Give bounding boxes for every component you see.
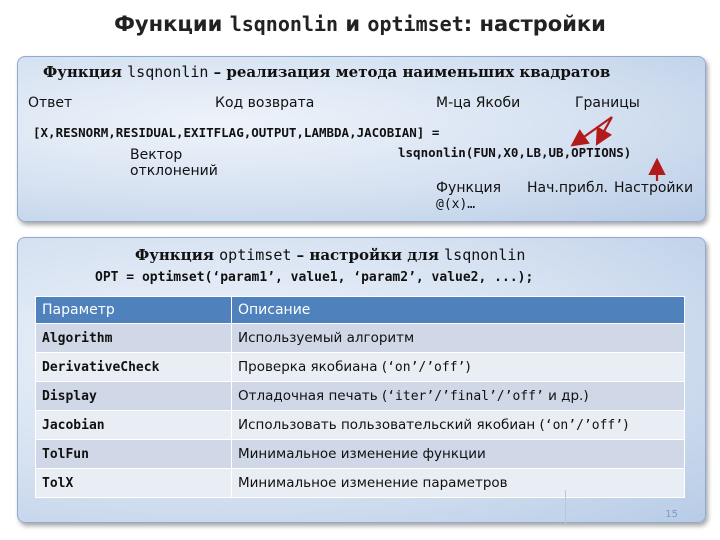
label-residual-vector: Вектор отклонений — [130, 147, 218, 179]
param-description: Используемый алгоритм — [232, 324, 685, 353]
arrow-bounds-lb — [574, 117, 612, 144]
label-settings: Настройки — [614, 180, 694, 196]
param-name: DerivativeCheck — [36, 353, 232, 382]
lsqnonlin-call-line1: [X,RESNORM,RESIDUAL,EXITFLAG,OUTPUT,LAMBDA,JACOBIAN] = — [33, 125, 440, 140]
label-jacobian-matrix: М-ца Якоби — [436, 95, 521, 111]
slide-title: Функции lsqnonlin и optimset: настройки — [114, 12, 606, 36]
header-description: Описание — [232, 297, 685, 324]
table-header-row — [36, 297, 685, 324]
slide-number: 15 — [665, 509, 678, 520]
label-bounds: Границы — [575, 95, 640, 111]
lsqnonlin-heading: Функция lsqnonlin – реализация метода наименьших квадратов — [43, 63, 611, 81]
table-row — [36, 353, 685, 382]
label-function: Функция @(x)… — [436, 180, 501, 212]
label-return-code: Код возврата — [215, 95, 315, 111]
footer-divider — [565, 490, 566, 524]
param-name: Display — [36, 382, 232, 411]
param-description: Минимальное изменение параметров — [232, 469, 685, 498]
table-row — [36, 469, 685, 498]
param-description: Использовать пользовательский якобиан (‘on’/’off’) — [232, 411, 685, 440]
label-initial-guess: Нач.прибл. — [527, 180, 608, 196]
table-row — [36, 382, 685, 411]
param-name: TolX — [36, 469, 232, 498]
parameters-table — [35, 296, 685, 498]
label-answer: Ответ — [28, 95, 73, 111]
param-description: Отладочная печать (‘iter’/’final’/’off’ и др.) — [232, 382, 685, 411]
param-name: Jacobian — [36, 411, 232, 440]
header-parameter: Параметр — [36, 297, 232, 324]
param-name: TolFun — [36, 440, 232, 469]
table-row — [36, 440, 685, 469]
param-name: Algorithm — [36, 324, 232, 353]
table-row — [36, 411, 685, 440]
optimset-heading: Функция optimset – настройки для lsqnonlin — [135, 246, 526, 264]
optimset-call: OPT = optimset(‘param1’, value1, ‘param2’, value2, ...); — [95, 270, 534, 285]
param-description: Минимальное изменение функции — [232, 440, 685, 469]
annotation-arrows — [0, 0, 720, 230]
lsqnonlin-call-line2: lsqnonlin(FUN,X0,LB,UB,OPTIONS) — [398, 145, 632, 160]
table-row — [36, 324, 685, 353]
param-description: Проверка якобиана (‘on’/’off’) — [232, 353, 685, 382]
